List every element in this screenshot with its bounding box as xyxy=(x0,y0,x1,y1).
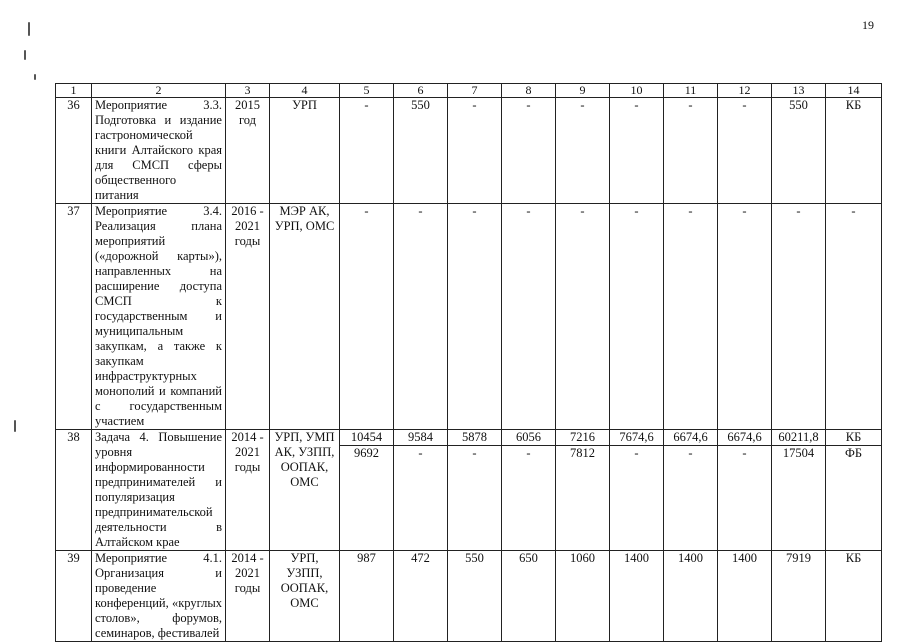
funding-amount: - xyxy=(610,445,663,461)
funding-amount: 987 xyxy=(357,551,376,565)
funding-value-col-12 xyxy=(718,98,772,204)
funding-value-col-12 xyxy=(718,551,772,642)
funding-value-col-5 xyxy=(340,551,394,642)
funding-value-col-9 xyxy=(556,551,610,642)
funding-value-col-7 xyxy=(448,98,502,204)
table-row xyxy=(56,98,882,204)
funding-value-col-11 xyxy=(664,98,718,204)
funding-value-col-9 xyxy=(556,430,610,551)
funding-value-col-7 xyxy=(448,430,502,551)
activity-name: Мероприятие 4.1. Организация и проведение конференций, «круглых столов», форумов, семинаров, фестивалей xyxy=(92,551,226,642)
column-number-14: 14 xyxy=(826,84,882,98)
executors: УРП, УМП АК, УЗПП, ООПАК, ОМС xyxy=(270,430,340,551)
column-number-5: 5 xyxy=(340,84,394,98)
funding-amount: 472 xyxy=(411,551,430,565)
funding-amount: 7812 xyxy=(556,445,609,461)
executors: УРП, УЗПП, ООПАК, ОМС xyxy=(270,551,340,642)
funding-amount: - xyxy=(796,204,801,218)
activity-name: Мероприятие 3.3. Подготовка и издание гастрономической книги Алтайского края для СМСП сферы общественного питания xyxy=(92,98,226,204)
funding-amount: 7216 xyxy=(570,430,595,444)
funding-source-label: КБ xyxy=(845,551,862,565)
column-number-9: 9 xyxy=(556,84,610,98)
funding-source xyxy=(826,98,882,204)
row-number: 36 xyxy=(56,98,92,204)
funding-value-col-10 xyxy=(610,551,664,642)
scan-speck xyxy=(14,420,16,432)
funding-amount: - xyxy=(664,445,717,461)
funding-amount: - xyxy=(526,204,531,218)
funding-amount: - xyxy=(448,445,501,461)
funding-value-col-12 xyxy=(718,204,772,430)
executors: МЭР АК, УРП, ОМС xyxy=(270,204,340,430)
funding-amount: 650 xyxy=(519,551,538,565)
funding-value-col-13 xyxy=(772,204,826,430)
period: 2016 - 2021 годы xyxy=(226,204,270,430)
funding-amount: 6056 xyxy=(516,430,541,444)
column-number-8: 8 xyxy=(502,84,556,98)
funding-source-label: КБ xyxy=(845,98,862,112)
funding-value-col-10 xyxy=(610,98,664,204)
funding-value-col-5 xyxy=(340,430,394,551)
column-number-6: 6 xyxy=(394,84,448,98)
funding-value-col-8 xyxy=(502,551,556,642)
funding-value-col-13 xyxy=(772,430,826,551)
executors: УРП xyxy=(270,98,340,204)
program-table xyxy=(55,83,882,642)
funding-amount: 7674,6 xyxy=(619,430,654,444)
funding-value-col-8 xyxy=(502,98,556,204)
funding-amount: - xyxy=(364,204,369,218)
funding-value-col-6 xyxy=(394,430,448,551)
funding-amount: - xyxy=(472,98,477,112)
column-number-12: 12 xyxy=(718,84,772,98)
scan-speck xyxy=(34,74,36,80)
funding-value-col-7 xyxy=(448,551,502,642)
funding-amount: - xyxy=(742,204,747,218)
funding-source-label: - xyxy=(851,204,856,218)
funding-amount: 6674,6 xyxy=(673,430,708,444)
period: 2014 - 2021 годы xyxy=(226,551,270,642)
column-number-11: 11 xyxy=(664,84,718,98)
funding-value-col-5 xyxy=(340,98,394,204)
table-row xyxy=(56,204,882,430)
funding-amount: 6674,6 xyxy=(727,430,762,444)
funding-amount: - xyxy=(526,98,531,112)
row-number: 37 xyxy=(56,204,92,430)
funding-amount: - xyxy=(688,204,693,218)
column-number-2: 2 xyxy=(92,84,226,98)
funding-source xyxy=(826,430,882,551)
funding-amount: 9584 xyxy=(408,430,433,444)
column-number-4: 4 xyxy=(270,84,340,98)
funding-source xyxy=(826,204,882,430)
funding-amount: - xyxy=(502,445,555,461)
column-number-7: 7 xyxy=(448,84,502,98)
funding-value-col-7 xyxy=(448,204,502,430)
funding-value-col-11 xyxy=(664,430,718,551)
funding-amount: 7919 xyxy=(786,551,811,565)
funding-amount: - xyxy=(580,98,585,112)
column-number-13: 13 xyxy=(772,84,826,98)
funding-amount: - xyxy=(364,98,369,112)
column-number-3: 3 xyxy=(226,84,270,98)
table-row xyxy=(56,430,882,551)
funding-value-col-13 xyxy=(772,98,826,204)
funding-amount: 1060 xyxy=(570,551,595,565)
funding-amount: - xyxy=(634,98,639,112)
activity-name: Задача 4. Повышение уровня информированности предпринимателей и популяризация предпринимательской деятельности в Алтайском крае xyxy=(92,430,226,551)
funding-value-col-10 xyxy=(610,430,664,551)
funding-amount: 5878 xyxy=(462,430,487,444)
page-number: 19 xyxy=(862,18,874,32)
funding-amount: 10454 xyxy=(350,430,383,444)
row-number: 38 xyxy=(56,430,92,551)
funding-amount: 550 xyxy=(411,98,430,112)
funding-amount: - xyxy=(634,204,639,218)
funding-value-col-9 xyxy=(556,204,610,430)
funding-value-col-6 xyxy=(394,98,448,204)
funding-amount: 17504 xyxy=(772,445,825,461)
funding-amount: - xyxy=(742,98,747,112)
funding-value-col-6 xyxy=(394,551,448,642)
scan-speck xyxy=(28,22,30,36)
funding-amount: - xyxy=(718,445,771,461)
column-number-1: 1 xyxy=(56,84,92,98)
funding-amount: 550 xyxy=(465,551,484,565)
funding-amount: - xyxy=(418,204,423,218)
funding-amount: - xyxy=(394,445,447,461)
table-row xyxy=(56,551,882,642)
funding-source-label: КБ xyxy=(845,430,862,444)
funding-amount: 1400 xyxy=(678,551,703,565)
funding-value-col-11 xyxy=(664,551,718,642)
column-numbers-row xyxy=(56,84,882,98)
funding-value-col-8 xyxy=(502,204,556,430)
funding-value-col-13 xyxy=(772,551,826,642)
activity-name: Мероприятие 3.4. Реализация плана мероприятий («дорожной карты»), направленных на расширение доступа СМСП к государственным и муниципальным закупкам, а также к закупкам инфраструктурных монополий и компаний с государственным участием xyxy=(92,204,226,430)
funding-value-col-6 xyxy=(394,204,448,430)
funding-source-label: ФБ xyxy=(826,445,881,461)
funding-value-col-8 xyxy=(502,430,556,551)
period: 2014 - 2021 годы xyxy=(226,430,270,551)
funding-amount: 1400 xyxy=(732,551,757,565)
funding-amount: - xyxy=(688,98,693,112)
funding-source xyxy=(826,551,882,642)
funding-value-col-11 xyxy=(664,204,718,430)
period: 2015 год xyxy=(226,98,270,204)
funding-value-col-5 xyxy=(340,204,394,430)
funding-value-col-12 xyxy=(718,430,772,551)
funding-value-col-10 xyxy=(610,204,664,430)
funding-amount: 60211,8 xyxy=(778,430,819,444)
column-number-10: 10 xyxy=(610,84,664,98)
funding-amount: - xyxy=(580,204,585,218)
funding-amount: 9692 xyxy=(340,445,393,461)
scan-speck xyxy=(24,50,26,60)
funding-amount: 1400 xyxy=(624,551,649,565)
funding-amount: 550 xyxy=(789,98,808,112)
funding-amount: - xyxy=(472,204,477,218)
row-number: 39 xyxy=(56,551,92,642)
funding-value-col-9 xyxy=(556,98,610,204)
